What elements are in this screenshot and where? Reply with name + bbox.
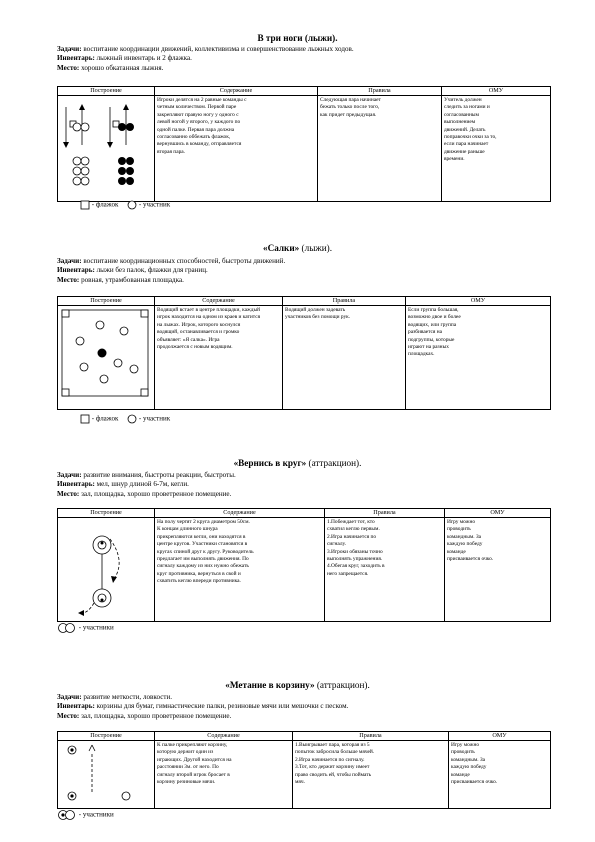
section-3-table bbox=[57, 508, 551, 622]
header-rules: Правила bbox=[325, 509, 445, 518]
return-circle-diagram bbox=[60, 519, 150, 617]
omu-cell: Игру можно проводить командным. За каждую победу команде присваивается очко. bbox=[449, 741, 551, 809]
rules-cell: 1.Побеждает тот, кто схватил кеглю первым. 2.Игра начинается по сигналу. 3.Игроки обязаны точно выполнять упражнения. 4.Обегая круг, заходить в него запрещается. bbox=[325, 518, 445, 622]
header-construction: Построение bbox=[58, 732, 155, 741]
rules-cell: Водящий должен задевать участников без помощи рук. bbox=[283, 306, 406, 410]
diagram-cell bbox=[58, 741, 155, 809]
omu-cell: Если группа большая, возможно двое и более водящих, или группа разбивается на подгруппы, которые играют на разных площадках. bbox=[406, 306, 551, 410]
square-flag-icon bbox=[80, 414, 90, 424]
content-cell: Игроки делятся на 2 равные команды с четным количеством. Первой паре закрепляют правую ногу у одного с левой ногой у второго, у каждого по одной палке. Первая пара должна согласованно оббежать флажок, вернувшись в команду, отправляется вторая пара. bbox=[155, 96, 318, 202]
rules-cell: Следующая пара начинает бежать только после того, как придет предыдущая. bbox=[318, 96, 442, 202]
header-construction: Построение bbox=[58, 87, 155, 96]
header-omu: ОМУ bbox=[442, 87, 551, 96]
section-4-meta: Задачи: развитие меткости, ловкости. Инвентарь: корзины для бумаг, гимнастические палки, резиновые мячи или мешочки с песком. Место: зал, площадка, хорошо проветренное помещение. bbox=[57, 693, 349, 720]
tag-game-diagram bbox=[60, 307, 150, 403]
header-construction: Построение bbox=[58, 509, 155, 518]
content-cell: На полу чертят 2 круга диаметром 50см. К концам длинного шнура прикрепляются кегли, они находятся в центре кругов. Участники становятся в кругах спиной друг к другу. Руководитель предлагает им выполнять движения. По сигналу каждому из них нужно обежать круг противника, вернуться в свой и схватить кеглю впереди противника. bbox=[155, 518, 325, 622]
header-construction: Построение bbox=[58, 297, 155, 306]
double-circle-participants-icon bbox=[57, 622, 77, 634]
section-4-title: «Метание в корзину» (аттракцион). bbox=[225, 680, 370, 690]
section-1-legend: - флажок - участник bbox=[80, 200, 170, 210]
rules-cell: 1.Выигрывает пара, которая из 5 попыток забросила больше мячей. 2.Игра начинается по сигналу. 3.Тот, кто держит корзину имеет право сводить ей, чтобы поймать мяч. bbox=[293, 741, 449, 809]
basket-throw-diagram bbox=[60, 742, 150, 804]
omu-cell: Игру можно проводить командным. За каждую победу команде присваивается очко. bbox=[445, 518, 551, 622]
circle-participant-icon bbox=[127, 200, 137, 210]
diagram-cell bbox=[58, 306, 155, 410]
header-content: Содержание bbox=[155, 732, 293, 741]
section-4-legend: - участники bbox=[57, 809, 114, 821]
diagram-cell bbox=[58, 518, 155, 622]
circle-participant-icon bbox=[127, 414, 137, 424]
header-rules: Правила bbox=[318, 87, 442, 96]
section-2-legend: - флажок - участник bbox=[80, 414, 170, 424]
header-omu: ОМУ bbox=[449, 732, 551, 741]
section-1-title: В три ноги (лыжи). bbox=[257, 33, 338, 43]
content-cell: Водящий встает в центре площадки, каждый игрок находится на одном из краев и катится на лыжах. Игрок, которого коснулся водящий, останавливается и громко объявляет: «Я салка». Игра продолжается с новым водящим. bbox=[155, 306, 283, 410]
section-1-table bbox=[57, 86, 551, 202]
header-content: Содержание bbox=[155, 297, 283, 306]
section-4-table bbox=[57, 731, 551, 809]
header-omu: ОМУ bbox=[445, 509, 551, 518]
header-rules: Правила bbox=[283, 297, 406, 306]
omu-cell: Учитель должен следить за ногами и согласованным выполнением движений. Делать поправочки очки за то, если пара начинает движение раньше времени. bbox=[442, 96, 551, 202]
section-2-title: «Салки» (лыжи). bbox=[263, 243, 332, 253]
content-cell: К палке прикрепляют корзину, которую держит один из играющих. Другой находится на расстоянии 3м. от него. По сигналу второй игрок бросает в корзину резиновые мячи. bbox=[155, 741, 293, 809]
section-2-meta: Задачи: воспитание координационных способностей, быстроты движений. Инвентарь: лыжи без палок, флажки для границ. Место: ровная, утрамбованная площадка. bbox=[57, 257, 286, 284]
square-flag-icon bbox=[80, 200, 90, 210]
double-circle-participants-icon bbox=[57, 809, 77, 821]
header-content: Содержание bbox=[155, 509, 325, 518]
diagram-cell bbox=[58, 96, 155, 202]
section-2-table bbox=[57, 296, 551, 410]
section-3-legend: - участники bbox=[57, 622, 114, 634]
section-1-meta: Задачи: воспитание координации движений, коллективизма и совершенствование лыжных ходов. Инвентарь: лыжный инвентарь и 2 флажка. Место: хорошо обкатанная лыжня. bbox=[57, 45, 354, 72]
header-content: Содержание bbox=[155, 87, 318, 96]
header-omu: ОМУ bbox=[406, 297, 551, 306]
header-rules: Правила bbox=[293, 732, 449, 741]
section-3-title: «Вернись в круг» (аттракцион). bbox=[233, 458, 362, 468]
section-3-meta: Задачи: развитие внимания, быстроты реакции, быстроты. Инвентарь: мел, шнур длиной 6-7м, кегли. Место: зал, площадка, хорошо проветренное помещение. bbox=[57, 471, 236, 498]
three-legs-diagram bbox=[60, 97, 150, 197]
